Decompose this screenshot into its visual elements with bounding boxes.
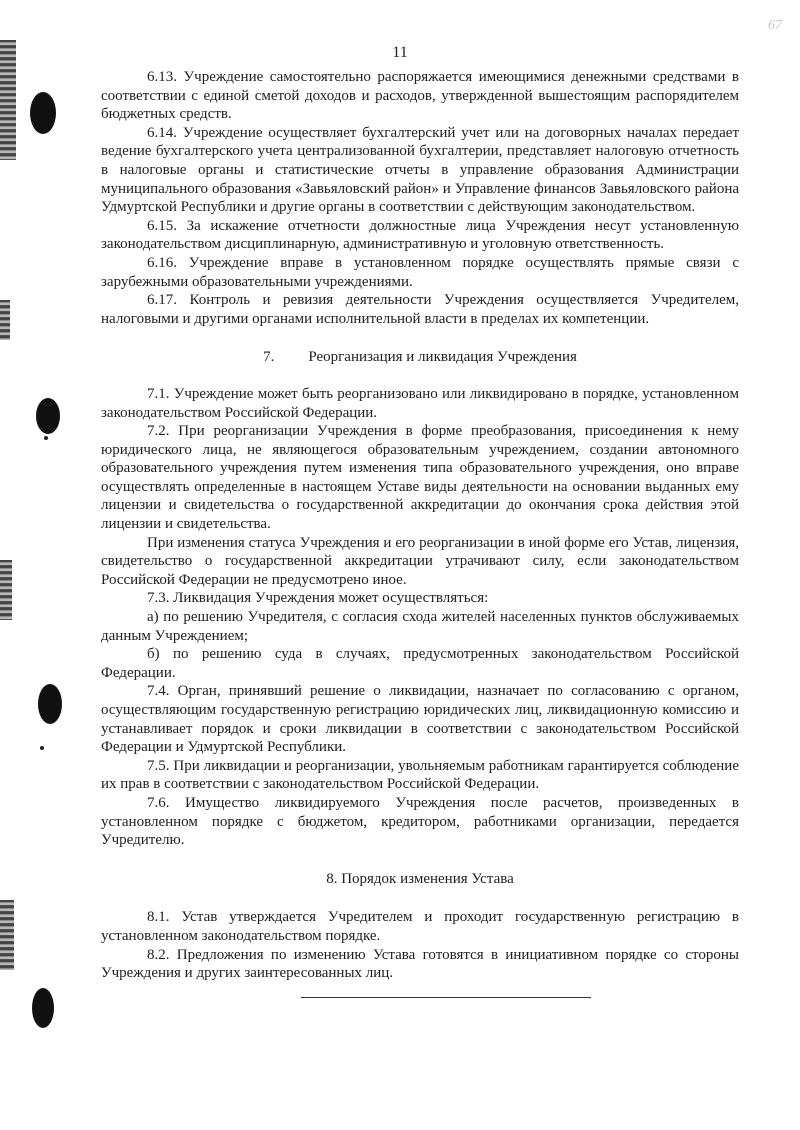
end-rule <box>301 997 591 998</box>
paragraph-7-1: 7.1. Учреждение может быть реорганизовано или ликвидировано в порядке, установленном законодательством Российской Федерации. <box>101 385 739 421</box>
scan-speck <box>44 436 48 440</box>
paragraph-8-2: 8.2. Предложения по изменению Устава готовятся в инициативном порядке со стороны Учреждения и других заинтересованных лиц. <box>101 946 739 982</box>
scan-edge-mark <box>0 300 10 340</box>
document-body <box>101 68 739 998</box>
punch-hole <box>32 988 54 1028</box>
paragraph-7-6: 7.6. Имущество ликвидируемого Учреждения после расчетов, произведенных в установленном порядке с бюджетом, кредитором, работниками организации, передается Учредителю. <box>101 794 739 849</box>
paragraph-7-2-continued: При изменения статуса Учреждения и его реорганизации в иной форме его Устав, лицензия, свидетельство о государственной аккредитации утрачивают силу, если законодательством Российской Федерации не предусмотрено иное. <box>101 534 739 588</box>
corner-mark: 67 <box>768 18 782 33</box>
paragraph-6-14: 6.14. Учреждение осуществляет бухгалтерский учет или на договорных началах передает ведение бухгалтерского учета централизованной бухгалтерии, представляет налоговую отчетность в налоговые органы и статистические отчеты в управление образования Администрации муниципального образования «Завьяловский район» и Управление финансов Завьяловского района Удмуртской Республики и другие органы в соответствии с действующим законодательством. <box>101 124 739 216</box>
punch-hole <box>30 92 56 134</box>
paragraph-7-2: 7.2. При реорганизации Учреждения в форме преобразования, присоединения к нему юридического лица, не являющегося образовательным учреждением, создании автономного образовательного учреждения путем изменения типа образовательного учреждения, оно вправе осуществлять определенные в настоящем Уставе виды деятельности на основании выданных ему лицензии и свидетельства о государственной аккредитации до окончания срока действия этой лицензии и свидетельства. <box>101 423 739 533</box>
paragraph-7-5: 7.5. При ликвидации и реорганизации, увольняемым работникам гарантируется соблюдение их прав в соответствии с законодательством Российской Федерации. <box>101 757 739 793</box>
punch-hole <box>38 684 62 724</box>
paragraph-7-3-a: а) по решению Учредителя, с согласия схода жителей населенных пунктов обслуживаемых данным Учреждением; <box>101 609 739 644</box>
paragraph-6-16: 6.16. Учреждение вправе в установленном порядке осуществлять прямые связи с зарубежными образовательными учреждениями. <box>101 254 739 290</box>
paragraph-6-13: 6.13. Учреждение самостоятельно распоряжается имеющимися денежными средствами в соответствии с единой сметой доходов и расходов, утвержденной вышестоящим распорядителем бюджетных средств. <box>101 69 739 123</box>
scan-edge-mark <box>0 560 12 620</box>
paragraph-7-3: 7.3. Ликвидация Учреждения может осуществляться: <box>147 590 489 607</box>
page-number: 11 <box>392 44 408 61</box>
paragraph-7-4: 7.4. Орган, принявший решение о ликвидации, назначает по согласованию с органом, осуществляющим государственную регистрацию юридических лиц, ликвидационную комиссию и устанавливает порядок и сроки ликвидации в соответствии с законодательством Российской Федерации и Удмуртской Республики. <box>101 683 739 756</box>
paragraph-8-1: 8.1. Устав утверждается Учредителем и проходит государственную регистрацию в установленном законодательством порядке. <box>101 909 739 944</box>
paragraph-7-3-b: б) по решению суда в случаях, предусмотренных законодательством Российской Федерации. <box>101 646 739 681</box>
punch-hole <box>36 398 60 434</box>
paragraph-6-15: 6.15. За искажение отчетности должностные лица Учреждения несут установленную законодательством дисциплинарную, административную и уголовную ответственность. <box>101 217 739 253</box>
section-7-title: Реорганизация и ликвидация Учреждения <box>308 349 577 366</box>
section-8-heading: 8. Порядок изменения Устава <box>326 870 514 887</box>
scan-speck <box>40 746 44 750</box>
scan-edge-mark <box>0 900 14 970</box>
section-7-heading <box>101 348 739 367</box>
paragraph-6-17: 6.17. Контроль и ревизия деятельности Учреждения осуществляется Учредителем, налоговыми и другими органами исполнительной власти в пределах их компетенции. <box>101 292 739 327</box>
section-7-number: 7. <box>263 349 275 366</box>
